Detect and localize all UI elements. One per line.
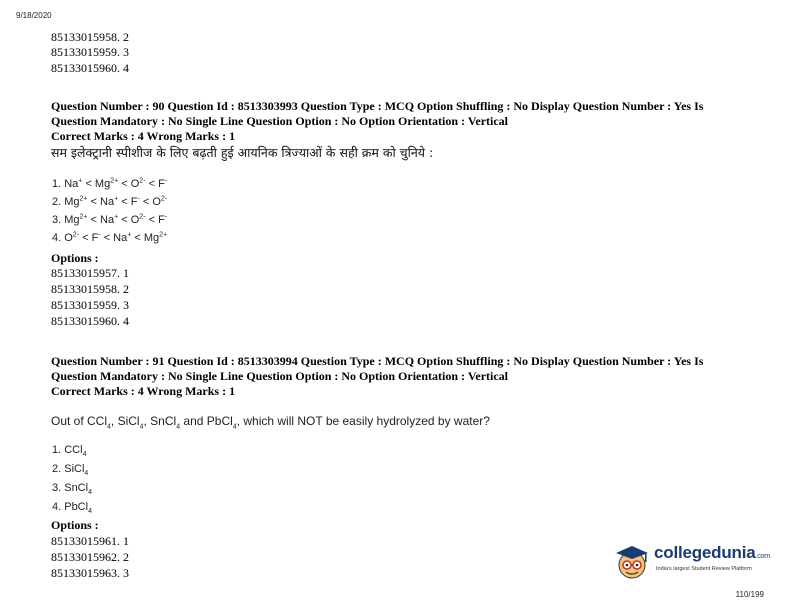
q91-choice-2: 2. SiCl$_4$: [52, 463, 89, 478]
option-id: 85133015960. 4: [51, 314, 129, 328]
option-id: 85133015962. 2: [51, 550, 129, 564]
q90-meta-line2: Question Mandatory : No Single Line Question Option : No Option Orientation : Vertical: [51, 114, 509, 128]
q91-meta-line1: Question Number : 91 Question Id : 8513303994 Question Type : MCQ Option Shuffling : No Display Question Number : Yes Is: [51, 354, 704, 368]
option-id: 85133015959. 3: [51, 298, 129, 312]
q91-options-label: Options :: [51, 518, 99, 532]
q90-choice-2: 2. $Mg^{2+} < Na^+ < F^- < O^{2-}$: [52, 195, 168, 208]
q91-choice-4: 4. PbCl$_4$: [52, 501, 92, 516]
option-id: 85133015958. 2: [51, 30, 129, 44]
option-id: 85133015959. 3: [51, 45, 129, 59]
option-id: 85133015960. 4: [51, 61, 129, 75]
q91-meta-line2: Question Mandatory : No Single Line Question Option : No Option Orientation : Vertical: [51, 369, 509, 383]
q90-choice-4: 4. $O^{2-} < F^- < Na^+ < Mg^{2+}$: [52, 231, 168, 244]
q91-question-text: Out of CCl$_4$, SiCl$_4$, SnCl$_4$ and PbCl$_4$, which will NOT be easily hydrolyzed by water?: [51, 414, 490, 431]
option-id: 85133015961. 1: [51, 534, 129, 548]
option-id: 85133015957. 1: [51, 266, 129, 280]
collegedunia-logo: [612, 543, 772, 583]
q90-choice-3: 3. $Mg^{2+} < Na^+ < O^{2-} < F^-$: [52, 213, 168, 226]
brand-tagline: India's largest Student Review Platform: [656, 566, 752, 572]
q91-marks: Correct Marks : 4 Wrong Marks : 1: [51, 384, 236, 398]
q91-choice-1: 1. CCl$_4$: [52, 444, 87, 459]
q90-marks: Correct Marks : 4 Wrong Marks : 1: [51, 129, 236, 143]
q91-choice-3: 3. SnCl$_4$: [52, 482, 92, 497]
brand-name: collegedunia.com: [654, 543, 770, 562]
page-number: 110/199: [735, 590, 764, 599]
option-id: 85133015963. 3: [51, 566, 129, 580]
q90-options-label: Options :: [51, 251, 99, 265]
option-id: 85133015958. 2: [51, 282, 129, 296]
q90-question-text: सम इलेक्ट्रानी स्पीशीज के लिए बढ़ती हुई आयनिक त्रिज्याओं के सही क्रम को चुनिये :: [51, 145, 434, 160]
print-date: 9/18/2020: [16, 11, 52, 20]
q90-choice-1: 1. $Na^+ < Mg^{2+} < O^{2-} < F^-$: [52, 177, 168, 190]
mascot-icon: [612, 543, 652, 583]
q90-meta-line1: Question Number : 90 Question Id : 8513303993 Question Type : MCQ Option Shuffling : No Display Question Number : Yes Is: [51, 99, 704, 113]
